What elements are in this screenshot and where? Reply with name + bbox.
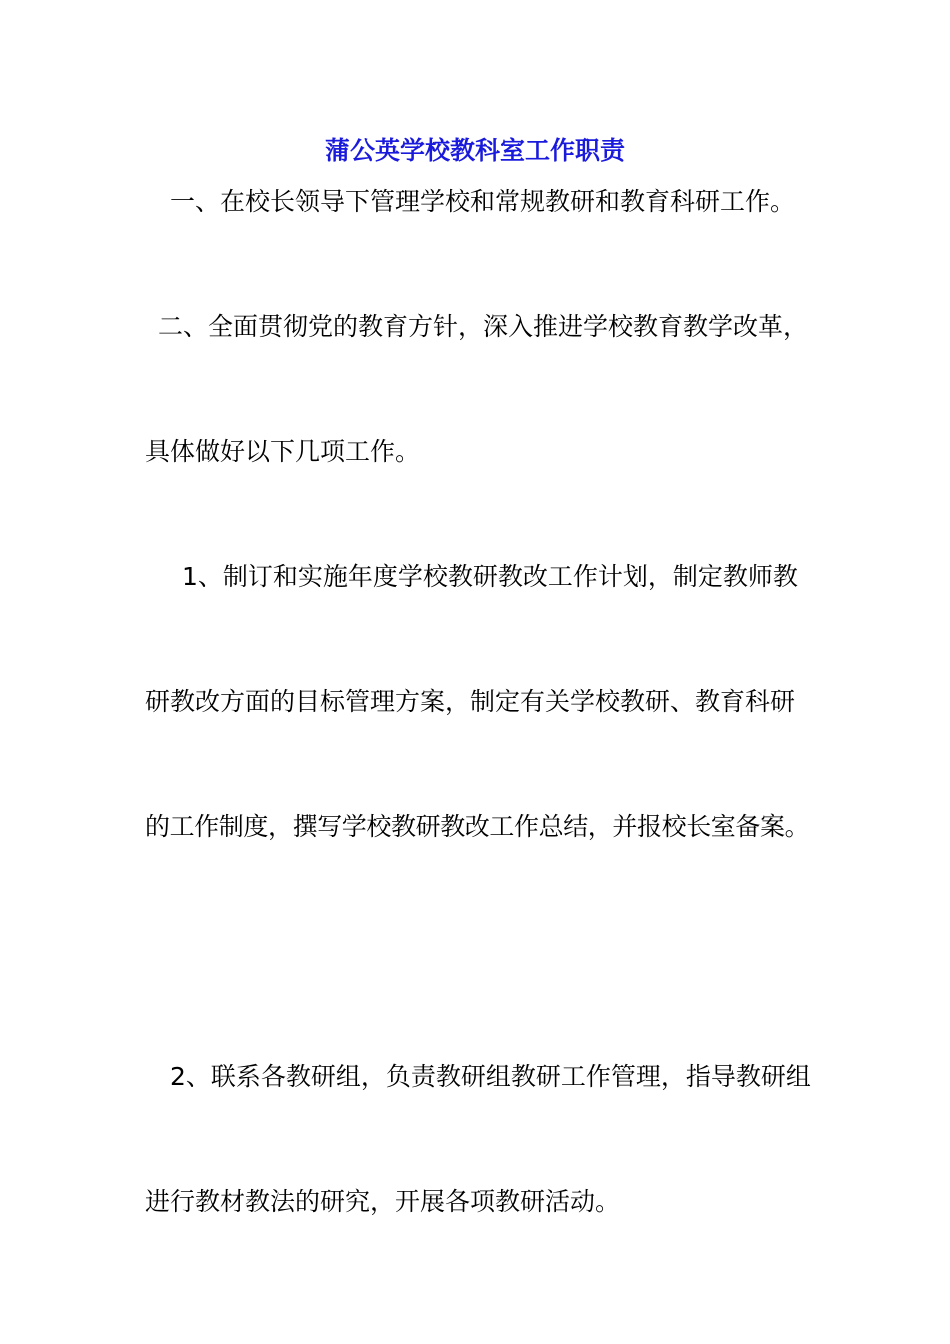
paragraph-line-7: 2、联系各教研组，负责教研组教研工作管理，指导教研组	[170, 1062, 811, 1091]
paragraph-line-5: 研教改方面的目标管理方案，制定有关学校教研、教育科研	[145, 687, 796, 716]
paragraph-line-6: 的工作制度，撰写学校教研教改工作总结，并报校长室备案。	[145, 812, 810, 841]
paragraph-line-8: 进行教材教法的研究，开展各项教研活动。	[145, 1187, 621, 1216]
paragraph-line-3: 具体做好以下几项工作。	[145, 437, 421, 466]
document-title: 蒲公英学校教科室工作职责	[324, 136, 625, 165]
paragraph-line-2: 二、全面贯彻党的教育方针，深入推进学校教育教学改革，	[158, 312, 809, 341]
paragraph-line-4: 1、制订和实施年度学校教研教改工作计划，制定教师教	[182, 562, 798, 591]
paragraph-line-1: 一、在校长领导下管理学校和常规教研和教育科研工作。	[170, 187, 796, 216]
